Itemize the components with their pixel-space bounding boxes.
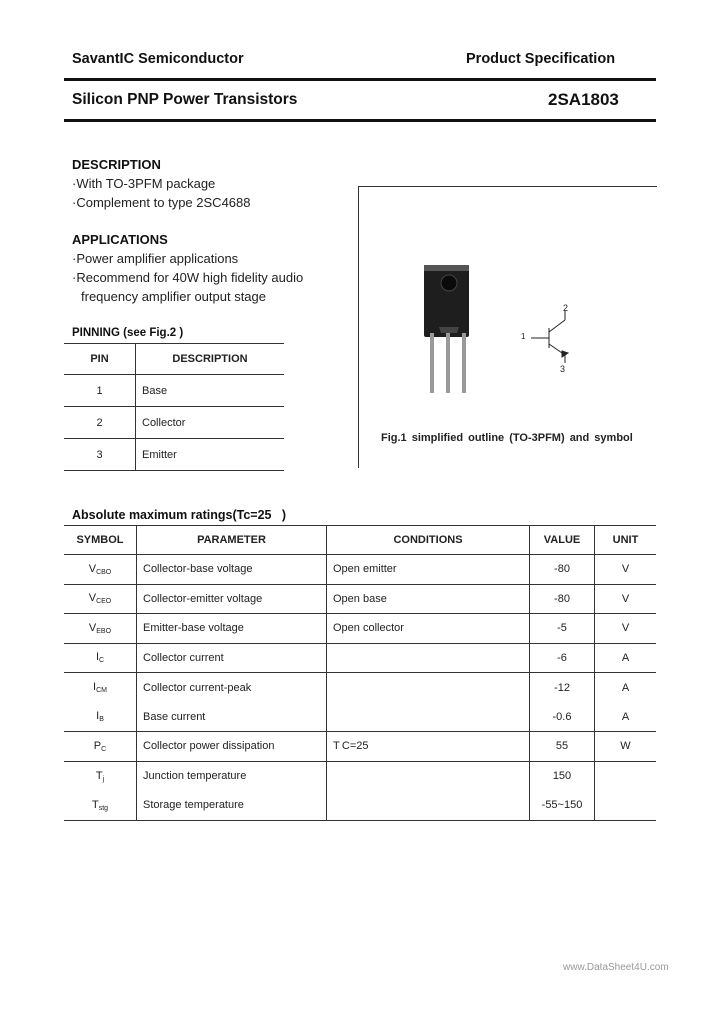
symbol-subscript: B [99,716,104,723]
pin-number: 3 [64,439,136,471]
ratings-table [64,525,656,821]
col-conditions-header: CONDITIONS [327,526,530,555]
conditions-cell [327,702,530,732]
unit-cell: V [621,592,630,605]
unit-cell [595,761,657,791]
table-row [64,584,656,614]
pin-number: 1 [64,375,136,407]
symbol-cell [64,702,137,732]
applications-item: frequency amplifier output stage [81,289,266,304]
table-row [64,439,284,471]
symbol-letter: I [95,651,99,664]
watermark: www.DataSheet4U.com [563,962,669,973]
symbol-letter: T [95,769,103,782]
pin-description: Collector [142,416,186,429]
unit-cell: W [620,740,631,753]
symbol-label-emitter: 3 [560,364,566,374]
value-cell: -0.6 [530,702,595,732]
conditions-cell: T C=25 [327,732,530,762]
parameter-cell: Collector power dissipation [137,732,327,762]
applications-title: APPLICATIONS [72,232,168,247]
parameter-cell: Collector current [137,643,327,673]
value-cell: -12 [530,673,595,703]
parameter-cell: Emitter-base voltage [137,614,327,644]
symbol-letter: V [88,621,97,634]
figure-box [358,186,657,468]
applications-item: ·Recommend for 40W high fidelity audio [72,270,304,285]
table-row [64,555,656,585]
col-parameter-header: PARAMETER [137,526,327,555]
symbol-letter: T [91,798,99,811]
conditions-cell [327,761,530,791]
table-row [64,375,284,407]
symbol-cell [64,732,137,762]
symbol-cell [64,614,137,644]
parameter-cell: Base current [137,702,327,732]
pinning-table [64,343,284,471]
pinning-title: PINNING (see Fig.2 ) [72,327,184,339]
symbol-subscript: C [101,745,107,753]
unit-cell: A [621,681,630,694]
applications-item: ·Power amplifier applications [72,251,239,266]
symbol-subscript: CM [96,687,107,694]
col-unit-header: UNIT [612,534,639,546]
header-rule-bottom [64,119,656,122]
symbol-label-base: 1 [521,332,526,341]
description-item: ·Complement to type 2SC4688 [72,195,251,210]
symbol-letter: V [88,562,97,575]
symbol-cell [64,791,137,821]
symbol-subscript: CBO [96,568,112,576]
value-cell: 55 [530,732,595,762]
value-cell: -80 [530,584,595,614]
pin-description: Emitter [142,448,177,461]
table-row [64,673,656,703]
parameter-cell: Collector-base voltage [137,555,327,585]
unit-cell: A [621,710,630,723]
conditions-cell [327,791,530,821]
pin-header: PIN [64,344,136,375]
symbol-cell [64,555,137,585]
conditions-cell: Open collector [327,614,530,644]
unit-cell: V [621,563,630,576]
description-title: DESCRIPTION [72,157,161,172]
symbol-letter: I [96,710,100,722]
symbol-cell [64,673,137,703]
description-item: ·With TO-3PFM package [72,176,216,191]
conditions-cell [327,673,530,703]
symbol-cell [64,643,137,673]
symbol-cell [64,761,137,791]
symbol-letter: P [93,739,102,752]
figure-caption: Fig.1 simplified outline (TO-3PFM) and symbol [381,432,633,444]
header-rule-top [64,78,656,81]
conditions-cell: Open emitter [327,555,530,585]
value-cell: -6 [530,643,595,673]
value-cell: -55~150 [530,791,595,821]
unit-cell: A [621,651,630,664]
doc-type: Product Specification [466,51,616,67]
table-row [64,614,656,644]
pin-description: Base [142,384,168,397]
parameter-cell: Collector-emitter voltage [137,584,327,614]
product-line: Silicon PNP Power Transistors [72,91,298,108]
col-symbol-header: SYMBOL [64,526,137,555]
table-row [64,643,656,673]
ratings-body [64,555,656,821]
symbol-letter: V [88,592,97,605]
table-row [64,702,656,732]
symbol-subscript: stg [98,804,109,812]
parameter-cell: Collector current-peak [137,673,327,703]
value-cell: -80 [530,555,595,585]
table-row [64,407,284,439]
unit-cell: V [621,622,630,635]
applications-list [72,249,303,306]
value-cell: -5 [530,614,595,644]
parameter-cell: Storage temperature [137,791,327,821]
company-name: SavantIC Semiconductor [72,51,244,67]
pin-number: 2 [64,407,136,439]
symbol-subscript: C [99,657,105,665]
parameter-cell: Junction temperature [137,761,327,791]
symbol-subscript: j [102,775,105,783]
table-row [64,761,656,791]
part-number: 2SA1803 [548,90,619,109]
symbol-subscript: CEO [96,598,112,606]
symbol-letter: I [93,681,97,693]
symbol-label-collector: 2 [563,303,569,313]
unit-cell [595,791,657,821]
conditions-cell: Open base [327,584,530,614]
conditions-cell [327,643,530,673]
package-outline-illustration [359,187,657,468]
symbol-subscript: EBO [96,627,112,635]
pnp-symbol-icon [531,311,568,363]
value-cell: 150 [530,761,595,791]
pin-desc-header: DESCRIPTION [172,353,248,365]
table-row [64,732,656,762]
description-list [72,174,250,212]
table-row [64,791,656,821]
col-value-header: VALUE [530,526,595,555]
symbol-cell [64,584,137,614]
ratings-title: Absolute maximum ratings(Tc=25 ) [72,508,287,522]
